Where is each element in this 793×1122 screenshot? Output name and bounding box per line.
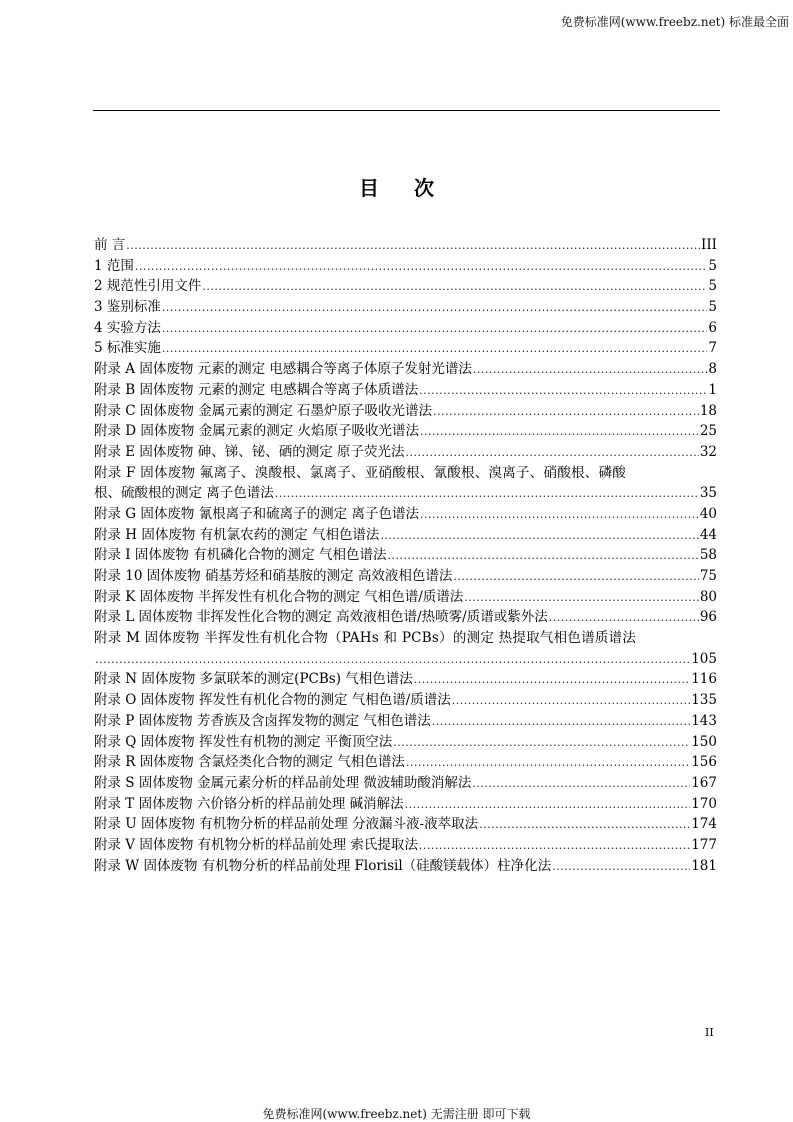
toc-dot-leader (162, 339, 708, 360)
toc-entry-label: 前 言 (94, 237, 126, 253)
toc-entry-row (94, 814, 717, 836)
toc-entry[interactable] (94, 359, 717, 380)
table-of-contents (94, 235, 717, 876)
toc-entry-page: 167 (691, 774, 717, 791)
toc-entry-row (94, 566, 717, 588)
toc-entry-label: 附录 L 固体废物 非挥发性化合物的测定 高效液相色谱/热喷雾/质谱或紫外法 (94, 609, 548, 626)
toc-entry[interactable] (94, 338, 717, 359)
header-rule (93, 110, 720, 111)
toc-entry-row (94, 442, 717, 464)
toc-entry[interactable] (94, 856, 717, 877)
toc-entry-page: 156 (691, 754, 717, 771)
toc-entry-label: 附录 W 固体废物 有机物分析的样品前处理 Florisil（硅酸镁载体）柱净化法 (94, 857, 552, 874)
toc-dot-leader (406, 443, 699, 464)
toc-entry-page: 181 (691, 857, 717, 874)
toc-entry-row (94, 649, 717, 671)
toc-entry-page: 75 (699, 568, 717, 585)
toc-entry-row (94, 276, 717, 298)
toc-entry-page: 5 (708, 299, 717, 316)
toc-entry-label: 附录 I 固体废物 有机磷化合物的测定 气相色谱法 (94, 547, 387, 564)
toc-dot-leader (432, 712, 690, 733)
toc-entry[interactable] (94, 669, 717, 690)
toc-entry-page: 150 (691, 733, 717, 750)
toc-entry[interactable] (94, 794, 717, 815)
toc-entry[interactable] (94, 773, 717, 794)
toc-entry-page: 5 (708, 278, 717, 295)
toc-dot-leader (380, 526, 698, 547)
toc-entry-label: 附录 S 固体废物 金属元素分析的样品前处理 微波辅助酸消解法 (94, 774, 472, 791)
toc-dot-leader (473, 360, 707, 381)
toc-entry-row (94, 794, 717, 816)
toc-entry-page: 1 (708, 381, 717, 398)
toc-entry-label-line1: 附录 F 固体废物 氟离子、溴酸根、氯离子、亚硝酸根、氰酸根、溴离子、硝酸根、磷酸 (94, 464, 626, 481)
toc-entry-label-line1: 附录 M 固体废物 半挥发性有机化合物（PAHs 和 PCBs）的测定 热提取气相色谱质谱法 (94, 630, 637, 647)
toc-entry[interactable] (94, 607, 717, 628)
toc-entry-row (94, 421, 717, 443)
toc-entry[interactable] (94, 318, 717, 339)
toc-entry-row (94, 690, 717, 712)
toc-entry[interactable] (94, 276, 717, 297)
toc-entry-page: 25 (699, 423, 717, 440)
toc-entry[interactable] (94, 442, 717, 463)
toc-entry-label: 附录 Q 固体废物 挥发性有机物的测定 平衡顶空法 (94, 733, 393, 750)
toc-entry-label: 附录 A 固体废物 元素的测定 电感耦合等离子体原子发射光谱法 (94, 361, 472, 378)
toc-dot-leader (388, 546, 699, 567)
toc-dot-leader (552, 857, 690, 878)
toc-dot-leader (479, 815, 690, 836)
toc-entry-label: 附录 G 固体废物 氰根离子和硫离子的测定 离子色谱法 (94, 505, 419, 522)
toc-entry[interactable] (94, 545, 717, 566)
toc-dot-leader (275, 484, 699, 505)
toc-entry-page: 80 (699, 588, 717, 605)
toc-entry-page: 177 (691, 836, 717, 853)
toc-entry-label: 附录 N 固体废物 多氯联苯的测定(PCBs) 气相色谱法 (94, 671, 413, 688)
toc-entry[interactable] (94, 380, 717, 401)
toc-dot-leader (406, 753, 690, 774)
toc-entry-row (94, 297, 717, 319)
toc-entry-label: 附录 H 固体废物 有机氯农药的测定 气相色谱法 (94, 526, 380, 543)
toc-dot-leader (414, 670, 690, 691)
toc-entry-label: 4 实验方法 (94, 319, 161, 336)
toc-entry-label: 附录 D 固体废物 金属元素的测定 火焰原子吸收光谱法 (94, 423, 419, 440)
toc-entry-row (94, 256, 717, 278)
toc-entry-label: 附录 P 固体废物 芳香族及含卤挥发物的测定 气相色谱法 (94, 712, 431, 729)
toc-entry-row (94, 669, 717, 691)
toc-entry-label: 附录 E 固体废物 砷、锑、铋、硒的测定 原子荧光法 (94, 443, 405, 460)
toc-entry[interactable] (94, 835, 717, 856)
toc-entry[interactable] (94, 752, 717, 773)
toc-dot-leader (472, 774, 690, 795)
toc-entry[interactable] (94, 690, 717, 711)
toc-entry-row (94, 504, 717, 526)
toc-entry-row (94, 380, 717, 402)
toc-entry-page: 7 (708, 340, 717, 357)
toc-entry[interactable] (94, 732, 717, 753)
toc-dot-leader (419, 381, 707, 402)
toc-entry-row (94, 711, 717, 733)
toc-entry-label: 附录 C 固体废物 金属元素的测定 石墨炉原子吸收光谱法 (94, 402, 432, 419)
toc-entry-page: 116 (691, 671, 717, 688)
toc-dot-leader (126, 236, 700, 257)
toc-entry-row (94, 607, 717, 629)
toc-entry-row (94, 545, 717, 567)
toc-entry-label: 附录 10 固体废物 硝基芳烃和硝基胺的测定 高效液相色谱法 (94, 568, 453, 585)
toc-entry-page: 35 (699, 485, 717, 502)
toc-entry-page: 58 (699, 547, 717, 564)
toc-dot-leader (95, 650, 690, 671)
toc-entry-label: 根、硫酸根的测定 离子色谱法 (94, 485, 274, 502)
toc-entry-row (94, 856, 717, 878)
toc-entry[interactable] (94, 814, 717, 835)
toc-entry-row (94, 525, 717, 547)
toc-entry-label: 附录 T 固体废物 六价铬分析的样品前处理 碱消解法 (94, 795, 404, 812)
toc-entry[interactable] (94, 525, 717, 546)
toc-entry-page: 44 (699, 526, 717, 543)
toc-entry[interactable] (94, 711, 717, 732)
toc-entry-page: III (701, 237, 717, 253)
toc-entry-label: 3 鉴别标准 (94, 299, 161, 316)
footer-watermark: 免费标准网(www.freebz.net) 无需注册 即可下载 (262, 1107, 531, 1121)
toc-entry-page: 8 (708, 361, 717, 378)
toc-dot-leader (452, 691, 690, 712)
toc-entry-page: 5 (708, 257, 717, 274)
toc-entry-label: 2 规范性引用文件 (94, 278, 202, 295)
toc-entry-page: 143 (691, 712, 717, 729)
toc-entry-page: 105 (691, 650, 717, 667)
toc-dot-leader (405, 795, 691, 816)
toc-entry[interactable] (94, 256, 717, 277)
toc-entry-row (94, 338, 717, 360)
toc-dot-leader (549, 608, 699, 629)
toc-entry-label: 附录 K 固体废物 半挥发性有机化合物的测定 气相色谱/质谱法 (94, 588, 464, 605)
toc-entry[interactable] (94, 297, 717, 318)
toc-entry-label: 5 标准实施 (94, 340, 161, 357)
toc-entry-label: 附录 O 固体废物 挥发性有机化合物的测定 气相色谱/质谱法 (94, 692, 451, 709)
toc-entry-row (94, 835, 717, 857)
toc-entry-label: 1 范围 (94, 257, 134, 274)
toc-entry-page: 174 (691, 816, 717, 833)
toc-dot-leader (393, 733, 690, 754)
toc-entry-page: 6 (708, 319, 717, 336)
toc-entry[interactable] (94, 463, 717, 504)
toc-dot-leader (464, 588, 699, 609)
toc-entry-label: 附录 B 固体废物 元素的测定 电感耦合等离子体质谱法 (94, 381, 419, 398)
toc-entry[interactable] (94, 421, 717, 442)
toc-entry[interactable] (94, 566, 717, 587)
toc-entry-row (94, 401, 717, 423)
toc-entry-page: 96 (699, 609, 717, 626)
toc-entry-page: 135 (691, 692, 717, 709)
toc-entry-page: 18 (699, 402, 717, 419)
toc-entry-row (94, 483, 717, 505)
page-number: II (705, 1026, 714, 1039)
toc-dot-leader (162, 319, 708, 340)
header-watermark: 免费标准网(www.freebz.net) 标准最全面 (560, 15, 789, 29)
toc-entry-row (94, 235, 717, 257)
toc-entry-row (94, 732, 717, 754)
toc-entry-page: 170 (691, 795, 717, 812)
toc-entry[interactable] (94, 628, 717, 669)
toc-dot-leader (453, 567, 698, 588)
toc-entry[interactable] (94, 401, 717, 422)
toc-entry-page: 40 (699, 505, 717, 522)
toc-entry[interactable] (94, 587, 717, 608)
toc-dot-leader (419, 836, 690, 857)
toc-dot-leader (420, 422, 699, 443)
toc-entry-row (94, 773, 717, 795)
toc-entry-row (94, 318, 717, 340)
toc-entry-label: 附录 R 固体废物 含氯烃类化合物的测定 气相色谱法 (94, 754, 405, 771)
toc-entry-row (94, 752, 717, 774)
toc-entry-label: 附录 V 固体废物 有机物分析的样品前处理 索氏提取法 (94, 836, 418, 853)
toc-entry-page: 32 (699, 443, 717, 460)
toc-entry-row (94, 359, 717, 381)
toc-entry-row (94, 587, 717, 609)
toc-entry-label: 附录 U 固体废物 有机物分析的样品前处理 分液漏斗液-液萃取法 (94, 816, 479, 833)
toc-dot-leader (202, 277, 707, 298)
toc-entry[interactable] (94, 504, 717, 525)
toc-entry[interactable] (94, 235, 717, 256)
toc-dot-leader (135, 257, 708, 278)
toc-dot-leader (433, 402, 699, 423)
page-title: 目 次 (359, 176, 448, 200)
toc-dot-leader (162, 298, 708, 319)
toc-dot-leader (420, 505, 699, 526)
